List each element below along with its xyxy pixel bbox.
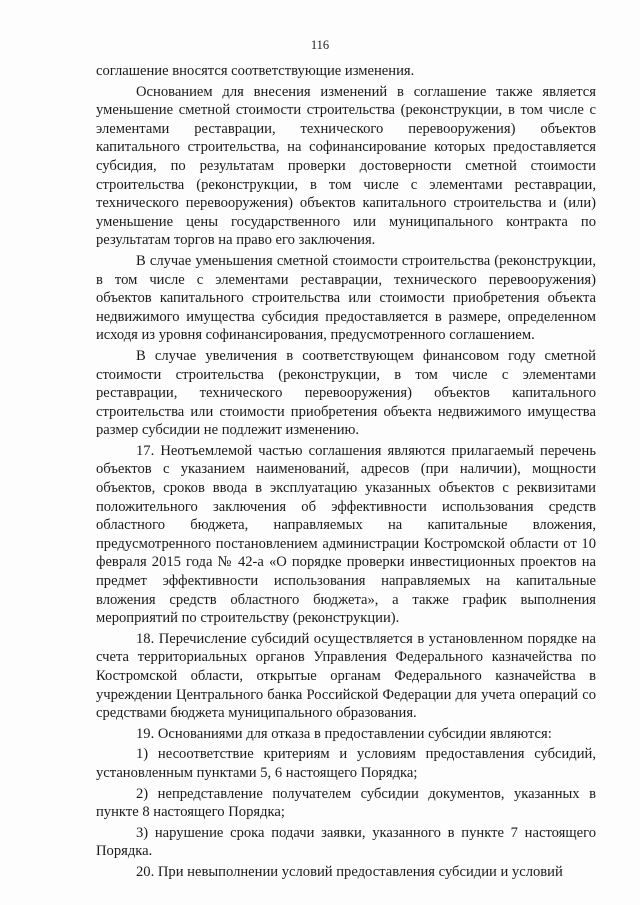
list-item: 2) непредставление получателем субсидии документов, указанных в пункте 8 настоящего Порядка; [96,785,596,821]
paragraph: соглашение вносятся соответствующие изменения. [96,63,415,79]
paragraph-item-19: 19. Основаниями для отказа в предоставлении субсидии являются: [136,725,552,742]
page-body [96,62,596,882]
list-item: 3) нарушение срока подачи заявки, указанного в пункте 7 настоящего Порядка. [96,824,596,860]
list-item: 1) несоответствие критериям и условиям предоставления субсидий, установленным пунктами 5, 6 настоящего Порядка; [96,746,596,781]
page-number: 116 [310,38,330,52]
paragraph-item-20: 20. При невыполнении условий предоставления субсидии и условий [136,863,563,880]
paragraph: Основанием для внесения изменений в соглашение также является уменьшение сметной стоимости строительства (реконструкции, в том числе с элементами реставрации, технического перевооружения) объектов капитального строительства, на софинансирование которых предоставляется субсидия, по результатам проверки достоверности сметной стоимости строительства (реконструкции, в том числе с элементами реставрации, технического перевооружения) объектов капитального строительства и (или) уменьшение цены государственного или муниципального контракта по результатам торгов на право его заключения. [96,83,596,249]
paragraph-item-18: 18. Перечисление субсидий осуществляется в установленном порядке на счета территориальных органов Управления Федерального казначейства по Костромской области, открытые органам Федерального казначейства в учреждении Центрального банка Российской Федерации для учета операций со средствами бюджета муниципального образования. [96,630,596,722]
paragraph: В случае увеличения в соответствующем финансовом году сметной стоимости строительства (реконструкции, в том числе с элементами реставрации, технического перевооружения) объектов капитального строительства или стоимости приобретения объекта недвижимого имущества размер субсидии не подлежит изменению. [96,347,596,439]
paragraph: В случае уменьшения сметной стоимости строительства (реконструкции, в том числе с элементами реставрации, технического перевооружения) объектов капитального строительства или стоимости приобретения объекта недвижимого имущества субсидия предоставляется в размере, определенном исходя из уровня софинансирования, предусмотренного соглашением. [96,252,596,344]
paragraph-item-17: 17. Неотъемлемой частью соглашения являются прилагаемый перечень объектов с указанием наименований, адресов (при наличии), мощности объектов, сроков ввода в эксплуатацию указанных объектов с реквизитами положительного заключения об эффективности использования средств областного бюджета, направляемых на капитальные вложения, предусмотренного постановлением администрации Костромской области от 10 февраля 2015 года № 42-а «О порядке проверки инвестиционных проектов на предмет эффективности использования направляемых на капитальные вложения средств областного бюджета», а также график выполнения мероприятий по строительству (реконструкции). [96,442,596,627]
